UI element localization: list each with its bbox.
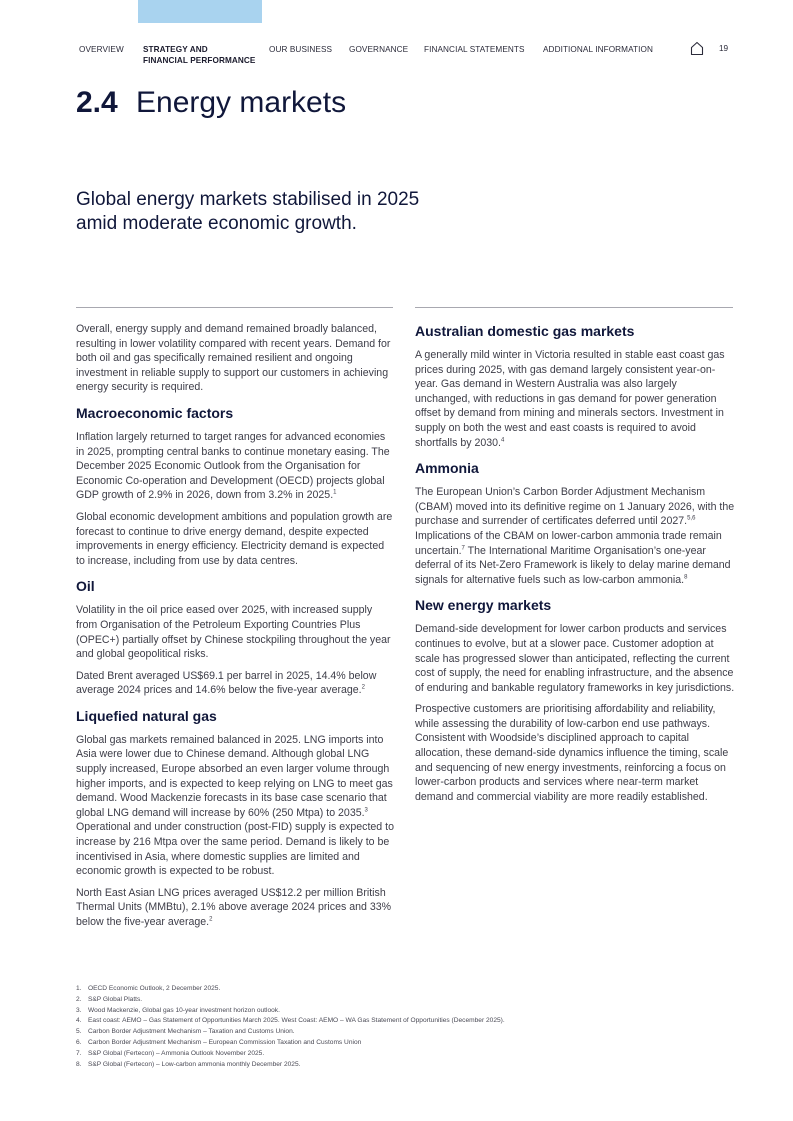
- footnote-item: 2. S&P Global Platts.: [76, 995, 143, 1003]
- footnote-ref[interactable]: 2: [209, 916, 213, 923]
- section-tab-marker: [138, 0, 262, 23]
- oil-paragraph-2: Dated Brent averaged US$69.1 per barrel in 2025, 14.4% below average 2024 prices and 14.6% below the five-year average.$^2$: [76, 669, 377, 697]
- aus-gas-heading: Australian domestic gas markets: [415, 323, 635, 339]
- new-energy-heading: New energy markets: [415, 597, 552, 614]
- nav-overview[interactable]: OVERVIEW: [79, 45, 124, 54]
- nav-strategy-label-line2: FINANCIAL PERFORMANCE: [143, 56, 256, 65]
- page-number: 19: [719, 44, 729, 53]
- left-column: [76, 322, 394, 937]
- nav-strategy-financial-performance[interactable]: [143, 44, 255, 66]
- page-title: Energy markets: [136, 86, 347, 119]
- headline: Global energy markets stabilised in 2025 amid moderate economic growth.: [76, 189, 420, 234]
- macro-paragraph-1: Inflation largely returned to target ranges for advanced economies in 2025, prompting central banks to continue monetary easing. The December 2025 Economic Outlook from the Organisation for Economic Co-operation and Development (OECD) projects global GDP growth of 2.9% in 2026, down from 3.2% in 2025.$^1$: [76, 430, 390, 502]
- lng-heading: Liquefied natural gas: [76, 707, 217, 724]
- footnotes: [76, 984, 726, 1070]
- footnote-ref[interactable]: 4: [500, 437, 505, 444]
- aus-gas-paragraph: A generally mild winter in Victoria resulted in stable east coast gas prices during 2025, with gas demand largely consistent year-on-year. Gas demand in Western Australia was also largely unchanged, with reductions in gas demand for power generation offset by demand from mining and minerals sectors. Investment in supply on both the west and east coasts is required to avoid shortfalls by 2030.$^4$: [415, 349, 725, 449]
- oil-paragraph-1: Volatility in the oil price eased over 2025, with increased supply from Organisation of the Petroleum Exporting Countries Plus (OPEC+) partially offset by Chinese stockpiling throughout the year and global geopolitical risks.: [76, 604, 391, 661]
- left-divider: [76, 307, 393, 308]
- ammonia-paragraph: The European Union’s Carbon Border Adjustment Mechanism (CBAM) moved into its definitive regime on 1 January 2026, with the purchase and surrender of certificates deferred until 2027.$^{5,6}$ Implications of the CBAM on lower-carbon ammonia trade remain uncertain.$^7$ The International Maritime Organisation’s one-year deferral of its Net-Zero Framework is likely to delay marine demand signals for alternative fuels such as low-carbon ammonia.$^8$: [415, 486, 735, 586]
- nav-governance[interactable]: GOVERNANCE: [349, 45, 409, 54]
- footnote-item: 8. S&P Global (Fertecon) – Low-carbon ammonia monthly December 2025.: [76, 1060, 301, 1068]
- home-icon[interactable]: [690, 41, 704, 56]
- right-divider: [415, 307, 733, 308]
- footnote-item: 7. S&P Global (Fertecon) – Ammonia Outlook November 2025.: [76, 1049, 265, 1057]
- nav-financial-statements[interactable]: FINANCIAL STATEMENTS: [424, 45, 525, 54]
- new-energy-paragraph-2: Prospective customers are prioritising affordability and reliability, while assessing the durability of low-carbon end use pathways. Consistent with Woodside’s disciplined approach to capital allocation, these demand-side dynamics influence the timing, scale and sequencing of new energy investments, reinforcing a focus on lower-carbon products and services where near-term market demand and commercial viability are more readily established.: [415, 703, 729, 803]
- footnote-ref[interactable]: 2: [361, 684, 365, 691]
- right-column: [415, 322, 735, 811]
- nav-our-business[interactable]: OUR BUSINESS: [269, 45, 333, 54]
- nav-strategy-label-line1: STRATEGY AND: [143, 45, 208, 54]
- section-number: 2.4: [76, 86, 118, 119]
- lng-paragraph-2: North East Asian LNG prices averaged US$12.2 per million British Thermal Units (MMBtu), 2.1% above average 2024 prices and 33% below the five-year average.$^2$: [76, 886, 392, 928]
- ammonia-heading: Ammonia: [415, 460, 479, 477]
- footnote-ref[interactable]: 3: [364, 807, 368, 814]
- footnote-item: 5. Carbon Border Adjustment Mechanism – Taxation and Customs Union.: [76, 1028, 295, 1036]
- footnote-item: 4. East coast: AEMO – Gas Statement of Opportunities March 2025. West Coast: AEMO – WA Gas Statement of Opportunities (December 2025).: [76, 1017, 505, 1025]
- lng-paragraph-1: Global gas markets remained balanced in 2025. LNG imports into Asia were lower due to Chinese demand. Although global LNG supply increased, Europe absorbed an even larger volume through higher imports, and is expected to keep relying on LNG to meet gas demand. Wood Mackenzie forecasts in its base case scenario that global LNG demand will increase by 60% (250 Mtpa) to 2035.$^3$ Operational and under construction (post-FID) supply is expected to increase by 216 Mtpa over the same period. Demand is likely to be incentivised in Asia, where domestic supplies are limited and economic growth is expected to be robust.: [76, 733, 394, 878]
- nav-additional-information[interactable]: ADDITIONAL INFORMATION: [543, 45, 654, 54]
- footnote-item: 1. OECD Economic Outlook, 2 December 2025.: [76, 985, 221, 992]
- oil-heading: Oil: [76, 578, 95, 595]
- macro-paragraph-2: Global economic development ambitions and population growth are forecast to continue to drive energy demand, despite expected improvements in energy efficiency. Electricity demand is expected to increase, including from use by data centres.: [76, 510, 393, 567]
- new-energy-paragraph-1: Demand-side development for lower carbon products and services continues to evolve, but at a slower pace. Customer adoption at scale has progressed slower than anticipated, reflecting the current cost of supply, the need for enabling infrastructure, and the absence of enduring and bankable regulatory frameworks in key jurisdictions.: [415, 623, 735, 694]
- footnote-item: 3. Wood Mackenzie, Global gas 10-year investment horizon outlook.: [76, 1006, 280, 1014]
- footnote-ref[interactable]: 1: [333, 489, 337, 496]
- macro-heading: Macroeconomic factors: [76, 404, 234, 421]
- footnote-ref[interactable]: 5,6: [687, 515, 696, 522]
- intro-paragraph: Overall, energy supply and demand remained broadly balanced, resulting in lower volatility compared with recent years. Demand for both oil and gas specifically remained resilient and ongoing investment in reliable supply to support our customers in achieving energy security is required.: [76, 323, 391, 394]
- footnote-ref[interactable]: 7: [461, 545, 465, 551]
- footnote-ref[interactable]: 8: [684, 574, 688, 581]
- footnote-item: 6. Carbon Border Adjustment Mechanism – European Commission Taxation and Customs Union: [76, 1038, 362, 1046]
